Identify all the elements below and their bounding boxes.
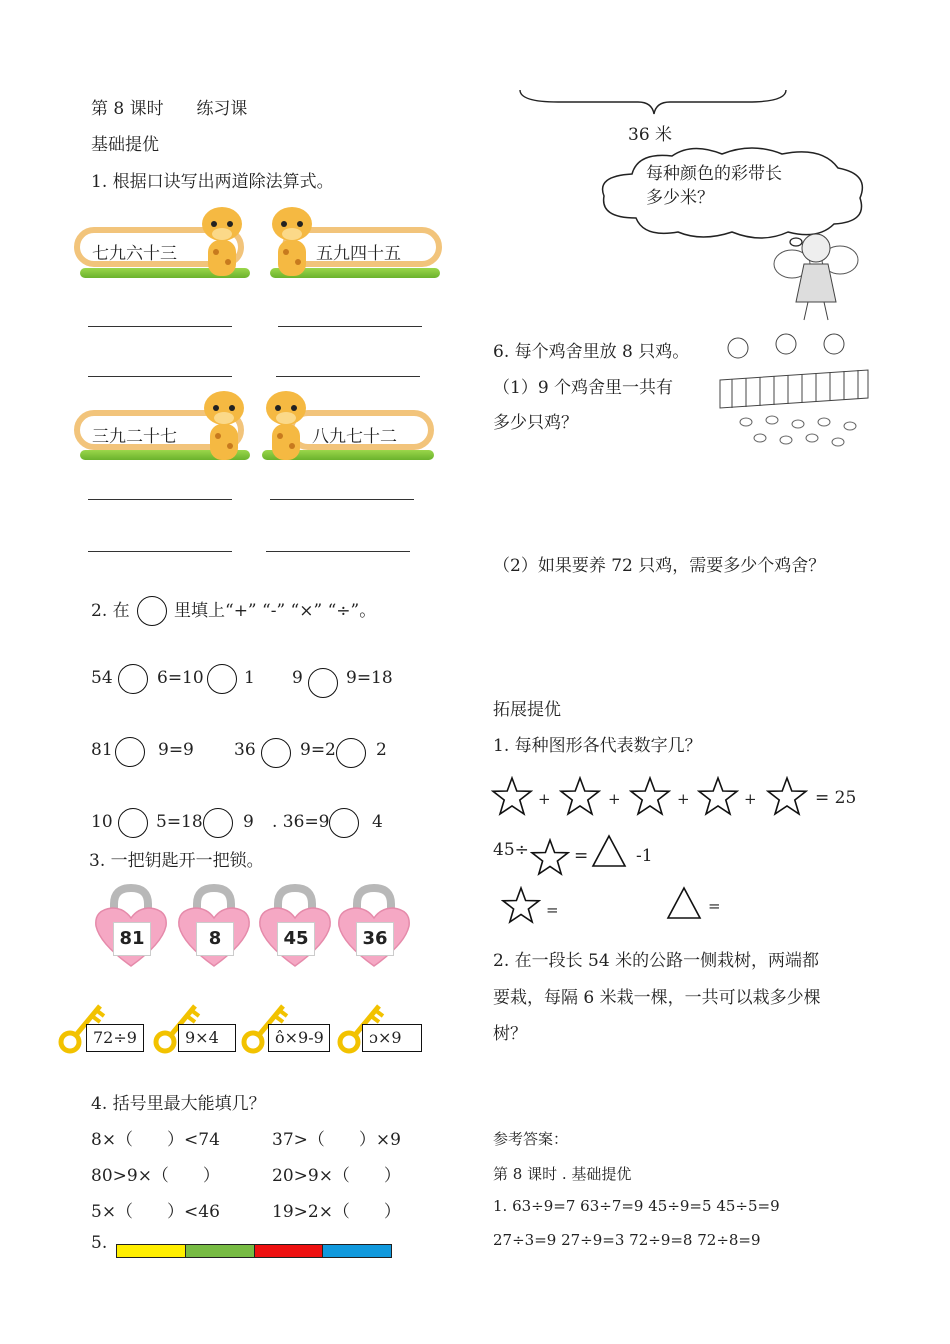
q1-title: 1. 根据口诀写出两道除法算式。: [91, 172, 334, 192]
ribbon-total: 36 米: [628, 125, 673, 145]
q2-num: 9: [243, 812, 254, 832]
eq2-right: -1: [636, 846, 653, 866]
ribbon-segment: [322, 1245, 391, 1257]
fairy-icon: [770, 224, 860, 324]
key-expression: ɔ×9: [362, 1024, 422, 1052]
q6-part2: （2）如果要养 72 只鸡，需要多少个鸡舍？: [493, 556, 826, 576]
q4-item[interactable]: 80>9×（ ）: [91, 1166, 220, 1186]
q4-item[interactable]: 37>（ ）×9: [272, 1130, 401, 1150]
star-icon: [766, 776, 808, 816]
answer-line[interactable]: [266, 551, 410, 552]
rhyme-3: 三九二十七: [92, 427, 177, 447]
rhyme-4: 八九七十二: [312, 427, 397, 447]
chicken-coop-icon: [716, 328, 872, 452]
lesson-title: [91, 94, 247, 119]
q2-title-post: 里填上“+” “-” “×” “÷”。: [174, 601, 377, 621]
giraffe-icon: [190, 202, 250, 280]
q2-num: 9=2: [300, 740, 336, 760]
q2-num: 1: [244, 668, 255, 688]
ribbon-bar: [116, 1244, 392, 1258]
q2-num: . 36=9: [272, 812, 330, 832]
key-expression: 72÷9: [86, 1024, 144, 1052]
giraffe-icon: [192, 386, 252, 464]
lock-number: 45: [277, 922, 315, 956]
operator-circle[interactable]: [308, 668, 338, 698]
section-basic: 基础提优: [91, 135, 159, 155]
operator-circle[interactable]: [207, 664, 237, 694]
giraffe-icon: [264, 202, 324, 280]
eq2-left: 45÷: [493, 840, 529, 860]
q6-part1: （1）9 个鸡舍里一共有: [493, 378, 674, 398]
eq1-result: = 25: [815, 788, 857, 808]
operator-circle[interactable]: [137, 596, 167, 626]
triangle-icon: [666, 886, 702, 920]
q2-num: 54: [91, 668, 113, 688]
q4-item[interactable]: 5×（ ）<46: [91, 1202, 220, 1222]
ribbon-segment: [254, 1245, 323, 1257]
q2-num: 5=18: [156, 812, 203, 832]
key-expression: ô×9-9: [268, 1024, 330, 1052]
q2-num: 9=9: [158, 740, 194, 760]
lock-number: 36: [356, 922, 394, 956]
plus-sign: +: [744, 790, 757, 808]
lock-number: 81: [113, 922, 151, 956]
answer-line[interactable]: [276, 376, 420, 377]
lesson-type: 练习课: [196, 99, 248, 119]
answer-line[interactable]: [88, 551, 232, 552]
operator-circle[interactable]: [261, 738, 291, 768]
q5-number: 5.: [91, 1233, 108, 1253]
answer-line[interactable]: [88, 326, 232, 327]
q2-num: 6=10: [157, 668, 204, 688]
ribbon-segment: [117, 1245, 185, 1257]
plus-sign: +: [677, 790, 690, 808]
triangle-answer[interactable]: =: [708, 897, 721, 915]
q4-item[interactable]: 19>2×（ ）: [272, 1202, 401, 1222]
operator-circle[interactable]: [329, 808, 359, 838]
q4-title: 4. 括号里最大能填几？: [91, 1094, 266, 1114]
ext-q1-title: 1. 每种图形各代表数字几？: [493, 736, 702, 756]
q2-num: 4: [372, 812, 383, 832]
operator-circle[interactable]: [118, 808, 148, 838]
answers-subtitle: 第 8 课时 . 基础提优: [493, 1165, 632, 1183]
q4-item[interactable]: 8×（ ）<74: [91, 1130, 220, 1150]
brace-icon: [518, 86, 788, 118]
plus-sign: +: [608, 790, 621, 808]
star-answer[interactable]: =: [546, 901, 559, 919]
ext-q2-line: 树？: [493, 1024, 527, 1044]
q6-title: 6. 每个鸡舍里放 8 只鸡。: [493, 342, 690, 362]
rhyme-2: 五九四十五: [316, 244, 401, 264]
plus-sign: +: [538, 790, 551, 808]
giraffe-icon: [258, 386, 318, 464]
star-icon: [559, 776, 601, 816]
q2-num: 36: [234, 740, 256, 760]
eq2-equals: =: [574, 846, 589, 866]
lock-number: 8: [196, 922, 234, 956]
key-expression: 9×4: [178, 1024, 236, 1052]
operator-circle[interactable]: [118, 664, 148, 694]
section-extension: 拓展提优: [493, 700, 561, 720]
answer-line[interactable]: [270, 499, 414, 500]
star-icon: [629, 776, 671, 816]
q4-item[interactable]: 20>9×（ ）: [272, 1166, 401, 1186]
star-icon: [530, 838, 570, 878]
star-icon: [501, 886, 541, 924]
answer-line[interactable]: [278, 326, 422, 327]
q3-title: 3. 一把钥匙开一把锁。: [89, 851, 264, 871]
operator-circle[interactable]: [115, 737, 145, 767]
answers-line: 27÷3=9 27÷9=3 72÷9=8 72÷8=9: [493, 1231, 761, 1249]
answer-line[interactable]: [88, 499, 232, 500]
q6-part1-cont: 多少只鸡？: [493, 413, 578, 433]
bubble-line: 每种颜色的彩带长: [646, 164, 782, 184]
answers-line: 1. 63÷9=7 63÷7=9 45÷9=5 45÷5=9: [493, 1197, 780, 1215]
ext-q2-line: 2. 在一段长 54 米的公路一侧栽树，两端都: [493, 951, 820, 971]
ext-q2-line: 要栽，每隔 6 米栽一棵，一共可以栽多少棵: [493, 988, 821, 1008]
q2-title-pre: 2. 在: [91, 601, 130, 621]
answers-title: 参考答案：: [493, 1130, 569, 1148]
q2-num: 2: [376, 740, 387, 760]
triangle-icon: [591, 834, 627, 868]
star-icon: [491, 776, 533, 816]
q2-num: 81: [91, 740, 113, 760]
ribbon-segment: [185, 1245, 254, 1257]
q2-num: 10: [91, 812, 113, 832]
answer-line[interactable]: [88, 376, 232, 377]
q2-num: 9: [292, 668, 303, 688]
bubble-text: [646, 162, 782, 210]
operator-circle[interactable]: [336, 738, 366, 768]
rhyme-1: 七九六十三: [92, 244, 177, 264]
star-icon: [697, 776, 739, 816]
q2-num: 9=18: [346, 668, 393, 688]
operator-circle[interactable]: [203, 808, 233, 838]
bubble-line: 多少米？: [646, 188, 714, 208]
lesson-number: 第 8 课时: [91, 99, 164, 119]
